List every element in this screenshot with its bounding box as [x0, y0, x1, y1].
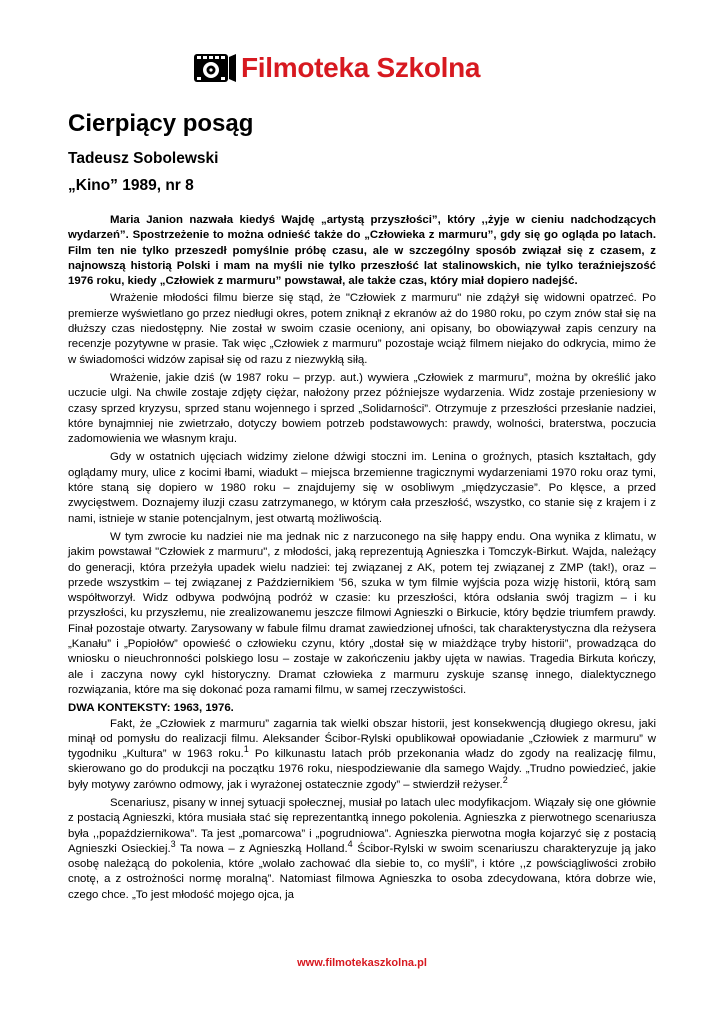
paragraph-5-part-a: Fakt, że „Człowiek z marmuru” zagarnia tak wielki obszar historii, jest konsekwencją długiego okresu, jaki minął od pomysłu do realizacji filmu. Aleksander Ścibor-Rylski opublikował opowiadanie „Człowiek z marmuru” w tygodniku „Kultura” w 1963 roku. [68, 717, 656, 761]
article-body [68, 213, 656, 906]
paragraph-6-part-b: Ta nowa – z Agnieszką Holland. [175, 842, 348, 855]
paragraph-5-part-b: Po kilkunastu latach prób przekonania władz do zgody na realizację filmu, skierowano go do produkcji na początku 1976 roku, niespodziewanie dla samego Wajdy. „Trudno powiedzieć, jakie były motywy zarówno odmowy, jak i wyrażonej ostatecznie zgody” – stwierdził reżyser. [68, 748, 656, 791]
footnote-ref-2[interactable]: 2 [502, 774, 508, 785]
article-title: Cierpiący posąg [68, 110, 254, 137]
paragraph-1: Wrażenie młodości filmu bierze się stąd, że "Człowiek z marmuru" nie zdążył się widowni opatrzeć. Po premierze wyświetlano go przez niedługi okres, potem zniknął z ekranów aż do 1980 roku, po czym znów stał się na dłuższy czas niedostępny. Nie został w swoim czasie oceniony, ani opisany, bo obowiązywał zapis cenzury na recenzje pozytywne w prasie. Tak więc „Człowiek z marmuru” pozostaje wciąż filmem niejako do odkrycia, mimo że w świadomości widzów zapisał się od razu z niezwykłą siłą. [68, 292, 656, 366]
paragraph-6-part-c: Ścibor-Rylski w swoim scenariuszu charakteryzuje ją jako osobę należącą do pokolenia, które „wolało zachować dla siebie to, co myśli”, i które ,,z powściągliwości zrobiło cnotę, a z ostrożności normę moralną”. Natomiast filmowa Agnieszka to osoba zdecydowana, która dobrze wie, czego chce. „To jest młodość mojego ojca, ja [68, 842, 656, 901]
paragraph-4: W tym zwrocie ku nadziei nie ma jednak nic z narzuconego na siłę happy endu. Ona wynika z klimatu, w jakim powstawał "Człowiek z marmuru", z młodości, jaką reprezentują Agnieszka i Tomczyk-Birkut. Wajda, należący do generacji, która przeżyła upadek wielu nadziei: tej związanej z AK, potem tej związanej z ZMP (tak!), oraz – przede wszystkim – tej związanej z Październikiem '56, szuka w tym filmie wyjścia poza wizję historii, którą sam współtworzył. Widz odbywa podwójną podróż w czasie: ku przeszłości, która odsłania swój tragizm – i ku przyszłości, ku przyszłemu, nie zrealizowanemu jeszcze filmowi Agnieszki o Birkucie, który będzie triumfem prawdy. Finał pozostaje otwarty. Zarysowany w fabule filmu dramat zawiedzionej ufności, tak charakterystyczna dla reżysera „Kanału” i „Popiołów” opowieść o człowieku czynu, który „dostał się w miażdżące tryby historii”, prowadząca do wniosku o nieuchronności polskiego losu – zostaje w zakończeniu jakby ujęta w nawias. Tragedia Birkuta kończy, ale i zaczyna nowy cykl historyczny. Dramat człowieka z marmuru zyskuje szansę innego, dialektycznego rozwiązania, które ma się dokonać poza ramami filmu, w samej rzeczywistości. [68, 530, 656, 696]
footnote-ref-4[interactable]: 4 [347, 839, 353, 850]
paragraph-3: Gdy w ostatnich ujęciach widzimy zielone dźwigi stoczni im. Lenina o groźnych, ptasich kształtach, gdy oglądamy mury, ulice z kocimi łbami, wiadukt – miejsca brzemienne tragicznymi wydarzeniami 1970 roku oraz tymi, które staną się dopiero w 1980 roku – znajdujemy się w osobliwym „międzyczasie”. Po klęsce, a przed zwycięstwem. Doznajemy iluzji czasu zatrzymanego, w którym cała przeszłość, wszystko, co stanie się z krajem i z nami, istnieje w stanie potencjalnym, jest otwartą możliwością. [68, 451, 656, 525]
paragraph-5 [68, 717, 656, 793]
brand-name: Filmoteka Szkolna [241, 52, 481, 83]
paragraph-6 [68, 796, 656, 903]
section-heading: DWA KONTEKSTY: 1963, 1976. [68, 702, 234, 715]
footer-link[interactable]: www.filmotekaszkolna.pl [297, 957, 427, 969]
article-author: Tadeusz Sobolewski [68, 150, 219, 167]
footnote-ref-3[interactable]: 3 [170, 839, 176, 850]
film-reel-icon [193, 51, 237, 85]
paragraph-6-part-a: Scenariusz, pisany w innej sytuacji społecznej, musiał po latach ulec modyfikacjom. Wiązały się one głównie z postacią Agnieszki, która musiała stać się reprezentantką innego pokolenia. Agnieszka z pierwotnego scenariusza była ,,popaździernikowa”. Ta jest „pomarcowa” i „pogrudniowa”. Agnieszka pierwotna mogła kojarzyć się z postacią Agnieszki Osieckiej. [68, 796, 656, 855]
paragraph-2: Wrażenie, jakie dziś (w 1987 roku – przyp. aut.) wywiera „Człowiek z marmuru”, można by określić jako uczucie ulgi. Na chwile zostaje zdjęty ciężar, nałożony przez późniejsze wydarzenia. Widz zostaje przeniesiony w czasy sprzed kryzysu, sprzed stanu wojennego i sprzed „Solidarności”. Otrzymuje z przeszłości przesłanie nadziei, które bynajmniej nie zwietrzało, dotyczy bowiem potrzeb podstawowych: prawdy, wolności, braterstwa, poczucia zadomowienia we własnym kraju. [68, 371, 656, 446]
lead-paragraph: Maria Janion nazwała kiedyś Wajdę „artystą przyszłości”, który ,,żyje w cieniu nadchodzących wydarzeń”. Spostrzeżenie to można odnieść także do „Człowieka z marmuru”, gdy się go ogląda po latach. Film ten nie tylko przeszedł pomyślnie próbę czasu, ale w szczególny sposób związał się z czasem, z najnowszą historią Polski i mam na myśli nie tylko przeszłość lat stalinowskich, nie tylko teraźniejszość 1976 roku, kiedy „Człowiek z marmuru” powstawał, ale także czas, który miał dopiero nadejść. [68, 214, 656, 288]
header-logo[interactable] [193, 50, 533, 86]
article-source: „Kino” 1989, nr 8 [68, 177, 194, 194]
footnote-ref-1[interactable]: 1 [243, 744, 249, 755]
